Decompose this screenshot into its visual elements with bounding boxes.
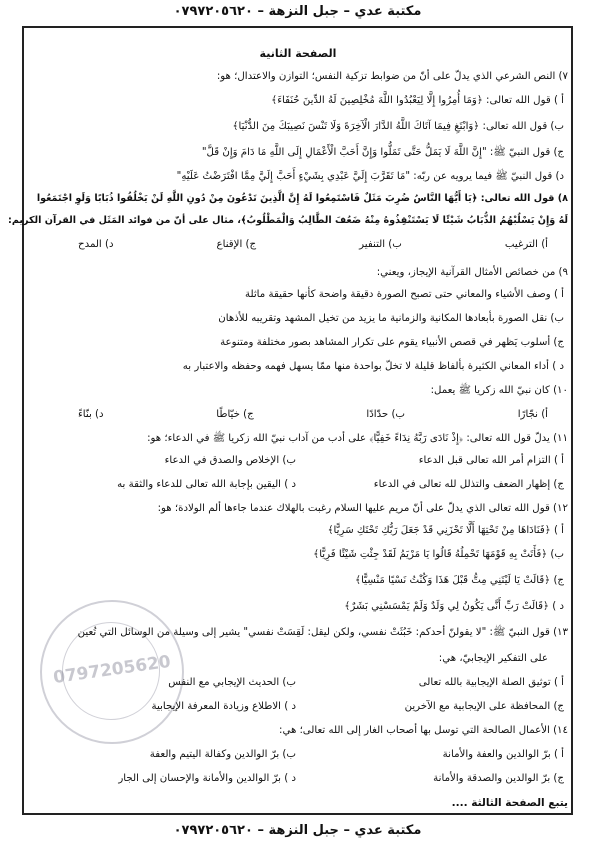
- q10-option-a: أ) نجّارًا: [517, 409, 548, 420]
- page-header: مكتبة عدي – جبل النزهة – ٠٧٩٧٢٠٥٦٢٠: [173, 4, 422, 19]
- question-14: ١٤) الأعمال الصالحة التي توسل بها أصحاب الغار إلى الله تعالى؛ هي:: [279, 725, 568, 736]
- q13-option-a: أ ) توثيق الصلة الإيجابية بالله تعالى: [418, 677, 564, 688]
- q8-option-c: ج) الإقناع: [216, 239, 257, 250]
- q7-option-a: أ ) قول الله تعالى: ﴿وَمَا أُمِرُوا إِلَّا لِيَعْبُدُوا اللَّهَ مُخْلِصِينَ لَهُ الدِّينَ حُنَفَاءَ﴾: [271, 95, 564, 106]
- q11-option-c: ج) إظهار الضعف والتذلل لله تعالى في الدعاء: [373, 479, 564, 490]
- q14-option-c: ج) برّ الوالدين والصدقة والأمانة: [433, 773, 564, 784]
- question-13-line2: على التفكير الإيجابيّ، هي:: [438, 653, 548, 664]
- q8-option-a: أ) الترغيب: [504, 239, 548, 250]
- q12-option-d: د ) ﴿قَالَتْ رَبِّ أَنَّى يَكُونُ لِي وَلَدٌ وَلَمْ يَمْسَسْنِي بَشَرٌ﴾: [344, 601, 564, 612]
- question-11: ١١) يدلّ قول الله تعالى: ﴿إِذْ نَادَى رَبَّهُ نِدَاءً خَفِيًّا﴾ على أدب من آداب نبيّ الله زكريا ﷺ في الدعاء؛ هو:: [147, 433, 568, 444]
- q10-options: [28, 410, 568, 420]
- q11-option-b: ب) الإخلاص والصدق في الدعاء: [164, 455, 296, 466]
- q12-option-b: ب) ﴿فَأَتَتْ بِهِ قَوْمَهَا تَحْمِلُهُ قَالُوا يَا مَرْيَمُ لَقَدْ جِئْتِ شَيْئًا فَرِيًّا﴾: [313, 549, 564, 560]
- q14-options-row1: [28, 750, 568, 760]
- q9-option-d: د ) أداء المعاني الكثيرة بألفاظ قليلة لا تخلّ بواحدة منها ممّا يسهل فهمه وحفظه والاعتبار به: [182, 361, 564, 372]
- q11-options-row1: [28, 456, 568, 466]
- library-stamp: [40, 600, 184, 744]
- q13-option-b: ب) الحديث الإيجابي مع النفس: [168, 677, 296, 688]
- question-13-line1: ١٣) قول النبيّ ﷺ: "لا يقولنّ أحدكم: خَبُثَتْ نفسي، ولكن ليقل: لَقِسَتْ نفسي" يشير إلى وسيلة من الوسائل التي تُعين: [77, 627, 568, 638]
- q13-options-row2: [28, 702, 568, 712]
- question-8-line1: ٨) قول الله تعالى: ﴿يَا أَيُّهَا النَّاسُ ضُرِبَ مَثَلٌ فَاسْتَمِعُوا لَهُ إِنَّ الَّذِينَ تَدْعُونَ مِنْ دُونِ اللَّهِ لَنْ يَخْلُقُوا ذُبَابًا وَلَوِ اجْتَمَعُوا: [36, 193, 568, 204]
- continue-note: يتبع الصفحة الثالثة ....: [451, 797, 568, 809]
- q14-option-b: ب) برّ الوالدين وكفالة اليتيم والعفة: [149, 749, 296, 760]
- q7-option-b: ب) قول الله تعالى: ﴿وَابْتَغِ فِيمَا آتَاكَ اللَّهُ الدَّارَ الْآخِرَةَ وَلَا تَنْسَ نَصِيبَكَ مِنَ الدُّنْيَا﴾: [232, 121, 564, 132]
- q13-option-d: د ) الاطلاع وزيادة المعرفة الإيجابية: [151, 701, 296, 712]
- q14-option-d: د ) برّ الوالدين والأمانة والإحسان إلى الجار: [118, 773, 296, 784]
- q9-option-c: ج) أسلوب يَظهر في قصص الأنبياء يقوم على تكرار المشاهد بصور مختلفة ومتنوعة: [220, 337, 564, 348]
- q7-option-c: ج) قول النبيّ ﷺ: "إِنَّ اللَّهَ لَا يَمَلُّ حَتَّى تَمَلُّوا وَإِنَّ أَحَبَّ الْأَعْمَالِ إِلَى اللَّهِ مَا دَامَ وَإِنْ قَلَّ": [201, 147, 564, 158]
- q12-option-c: ج) ﴿قَالَتْ يَا لَيْتَنِي مِتُّ قَبْلَ هَذَا وَكُنْتُ نَسْيًا مَنْسِيًّا﴾: [355, 575, 564, 586]
- q10-option-b: ب) حدّادًا: [366, 409, 406, 420]
- q14-options-row2: [28, 774, 568, 784]
- page-title: الصفحة الثانية: [259, 47, 337, 60]
- q9-option-a: أ ) وصف الأشياء والمعاني حتى تصبح الصورة دقيقة واضحة كأنها حقيقة ماثلة: [245, 289, 564, 300]
- q10-option-c: ج) خيّاطًا: [216, 409, 254, 420]
- q8-options: [28, 240, 568, 250]
- q11-option-d: د ) اليقين بإجابة الله تعالى للدعاء والثقة به: [117, 479, 296, 490]
- q14-option-a: أ ) برّ الوالدين والعفة والأمانة: [442, 749, 564, 760]
- page-footer: مكتبة عدي – جبل النزهة – ٠٧٩٧٢٠٥٦٢٠: [173, 823, 422, 838]
- question-7: ٧) النص الشرعي الذي يدلّ على أنّ من ضوابط تزكية النفس؛ التوازن والاعتدال؛ هو:: [216, 71, 568, 82]
- q13-option-c: ج) المحافظة على الإيجابية مع الآخرين: [404, 701, 564, 712]
- q11-options-row2: [28, 480, 568, 490]
- q7-option-d: د) قول النبيّ ﷺ فيما يرويه عن ربّه: "مَا تَقَرَّبَ إِلَيَّ عَبْدِي بِشَيْءٍ أَحَبَّ إِلَيَّ مِمَّا افْتَرَضْتُ عَلَيْهِ": [176, 171, 564, 182]
- question-8-line2: لَهُ وَإِنْ يَسْلُبْهُمُ الذُّبَابُ شَيْئًا لَا يَسْتَنْقِذُوهُ مِنْهُ ضَعُفَ الطَّالِبُ وَالْمَطْلُوبُ﴾، مثال على أنّ من فوائد المَثَل في القرآن الكريم:: [8, 215, 568, 226]
- q13-options-row1: [28, 678, 568, 688]
- q12-option-a: أ ) ﴿فَنَادَاهَا مِنْ تَحْتِهَا أَلَّا تَحْزَنِي قَدْ جَعَلَ رَبُّكِ تَحْتَكِ سَرِيًّا﴾: [327, 525, 564, 536]
- q9-option-b: ب) نقل الصورة بأبعادها المكانية والزمانية ما يزيد من تخيل المشهد وتقريبه للأذهان: [218, 313, 564, 324]
- stamp-phone: 0797205620: [52, 651, 172, 689]
- q8-option-b: ب) التنفير: [359, 239, 402, 250]
- question-10: ١٠) كان نبيّ الله زكريا ﷺ يعمل:: [430, 385, 568, 396]
- question-12: ١٢) قول الله تعالى الذي يدلّ على أنّ مريم عليها السلام رغبت بالهلاك عندما جاءها ألم الولادة؛ هو:: [157, 503, 568, 514]
- q11-option-a: أ ) التزام أمر الله تعالى قبل الدعاء: [418, 455, 564, 466]
- q10-option-d: د) بنّاءً: [78, 409, 104, 420]
- question-9: ٩) من خصائص الأمثال القرآنية الإيجاز، ويعني:: [376, 267, 568, 278]
- q8-option-d: د) المدح: [78, 239, 114, 250]
